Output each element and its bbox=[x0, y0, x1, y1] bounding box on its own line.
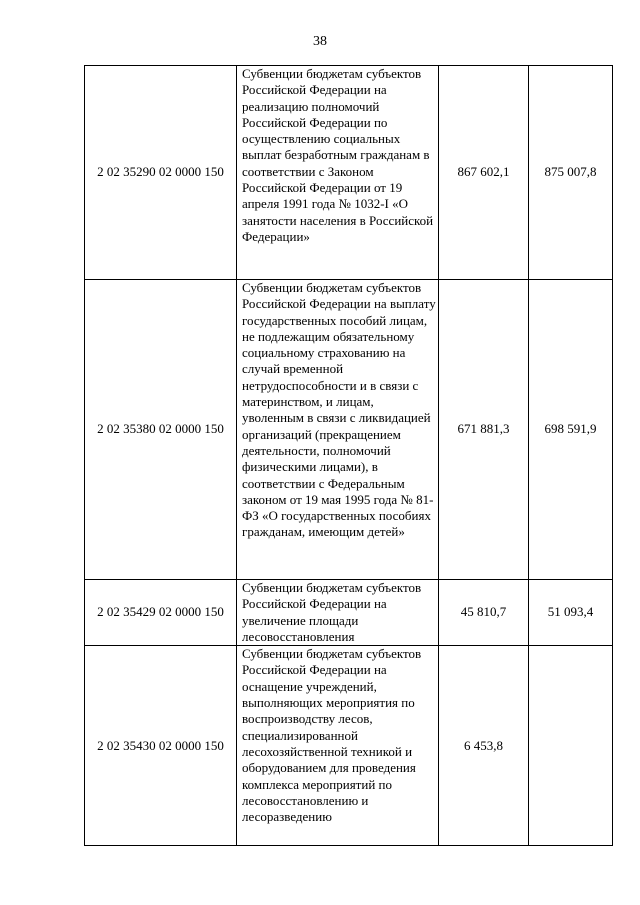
table-row bbox=[85, 580, 613, 646]
amount-value-1: 45 810,7 bbox=[439, 580, 529, 646]
budget-table bbox=[84, 65, 613, 846]
table-row bbox=[85, 280, 613, 580]
table-row bbox=[85, 646, 613, 846]
budget-code: 2 02 35290 02 0000 150 bbox=[85, 66, 237, 280]
amount-value-1: 867 602,1 bbox=[439, 66, 529, 280]
amount-value-2: 875 007,8 bbox=[529, 66, 613, 280]
amount-value-2: 698 591,9 bbox=[529, 280, 613, 580]
table-row bbox=[85, 66, 613, 280]
page-number: 38 bbox=[313, 34, 327, 49]
amount-value-2 bbox=[529, 646, 613, 846]
budget-description: Субвенции бюджетам субъектов Российской Федерации на выплату государственных пособий лицам, не подлежащим обязательному социальному страхованию на случай временной нетрудоспособности и в связи с материнством, и лицам, уволенным в связи с ликвидацией организаций (прекращением деятельности, полномочий физическими лицами), в соответствии с Федеральным законом от 19 мая 1995 года № 81-ФЗ «О государственных пособиях гражданам, имеющим детей» bbox=[237, 280, 439, 580]
budget-code: 2 02 35430 02 0000 150 bbox=[85, 646, 237, 846]
budget-description: Субвенции бюджетам субъектов Российской Федерации на реализацию полномочий Российской Федерации по осуществлению социальных выплат безработным гражданам в соответствии с Законом Российской Федерации от 19 апреля 1991 года № 1032-I «О занятости населения в Российской Федерации» bbox=[237, 66, 439, 280]
amount-value-1: 671 881,3 bbox=[439, 280, 529, 580]
budget-description: Субвенции бюджетам субъектов Российской Федерации на увеличение площади лесовосстановления bbox=[237, 580, 439, 646]
amount-value-1: 6 453,8 bbox=[439, 646, 529, 846]
budget-code: 2 02 35380 02 0000 150 bbox=[85, 280, 237, 580]
budget-description: Субвенции бюджетам субъектов Российской Федерации на оснащение учреждений, выполняющих мероприятия по воспроизводству лесов, специализированной лесохозяйственной техникой и оборудованием для проведения комплекса мероприятий по лесовосстановлению и лесоразведению bbox=[237, 646, 439, 846]
amount-value-2: 51 093,4 bbox=[529, 580, 613, 646]
budget-code: 2 02 35429 02 0000 150 bbox=[85, 580, 237, 646]
